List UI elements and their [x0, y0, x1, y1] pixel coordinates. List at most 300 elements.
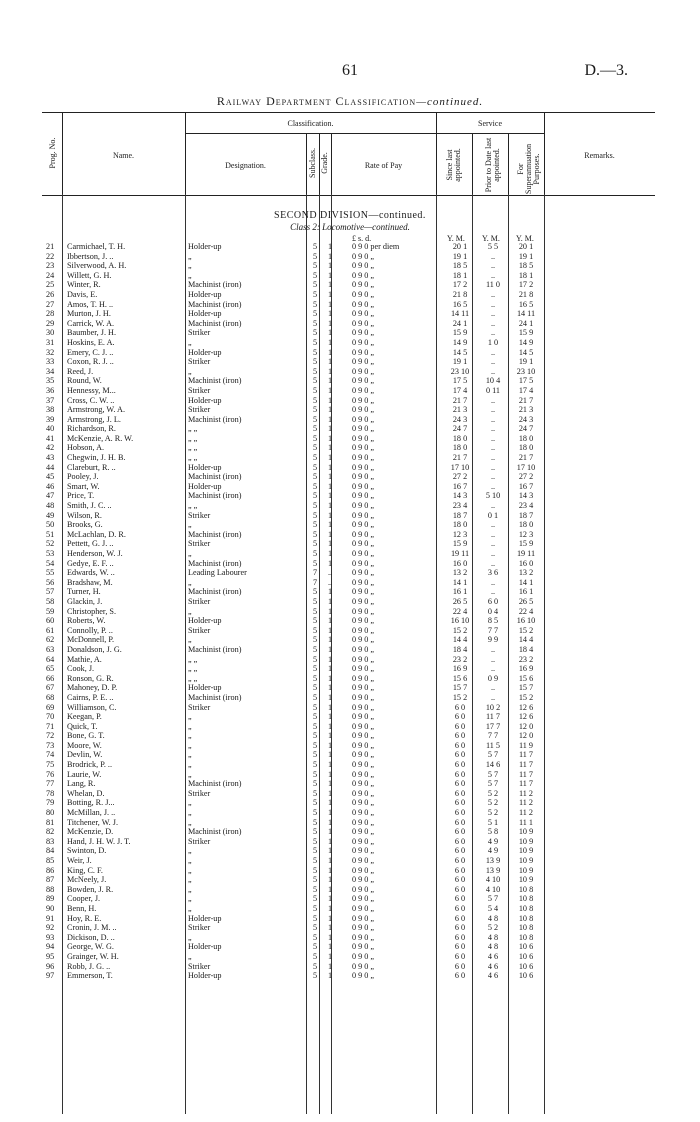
cell-sl: 6 0: [454, 884, 466, 894]
cell-sl: 14 1: [452, 577, 468, 587]
cell-rate: 0 9 0 „: [352, 750, 375, 760]
table-row: [0, 453, 700, 463]
cell-sup: 18 1: [518, 270, 534, 280]
cell-name: Swinton, D.: [67, 846, 107, 856]
table-row: [0, 827, 700, 837]
table-row: [0, 789, 700, 799]
cell-rate: 0 9 0 „: [352, 328, 375, 338]
cell-name: Hobson, A.: [67, 443, 105, 453]
cell-des: Machinist (iron): [188, 558, 242, 568]
cell-sl: 16 7: [452, 481, 468, 491]
table-row: [0, 472, 700, 482]
table-row: [0, 904, 700, 914]
service-header: Service: [478, 119, 502, 128]
cell-sup: 19 11: [516, 549, 536, 558]
cell-rate: 0 9 0 „: [352, 616, 375, 626]
cell-rate: 0 9 0 „: [352, 788, 375, 798]
money-units: £ s. d.: [352, 234, 372, 243]
cell-sl: 14 5: [452, 347, 468, 357]
cell-no: 26: [46, 289, 55, 299]
cell-rate: 0 9 0 „: [352, 568, 375, 578]
cell-gr: 1: [327, 721, 333, 731]
cell-des: Machinist (iron): [188, 779, 242, 789]
cell-sl: 6 0: [454, 788, 466, 798]
title-suffix: —continued.: [416, 96, 484, 108]
cell-sup: 17 10: [516, 462, 536, 472]
cell-sub: 5: [312, 673, 318, 683]
cell-des: „: [188, 261, 192, 271]
cell-no: 63: [46, 644, 55, 654]
cell-des: „ „: [188, 501, 198, 511]
cell-no: 42: [46, 443, 55, 453]
cell-name: Bone, G. T.: [67, 731, 105, 741]
cell-gr: 1: [327, 827, 333, 837]
cell-sub: 5: [312, 827, 318, 837]
cell-sup: 10 8: [518, 932, 534, 942]
cell-pr: 5 8: [487, 827, 499, 837]
cell-pr: 4 8: [487, 913, 499, 923]
table-row: [0, 856, 700, 866]
cell-pr: ..: [490, 577, 496, 587]
cell-name: Round, W.: [67, 376, 102, 386]
cell-sub: 5: [312, 750, 318, 760]
cell-des: „: [188, 337, 192, 347]
cell-sub: 5: [312, 366, 318, 376]
cell-gr: 1: [327, 376, 333, 386]
cell-pr: ..: [490, 261, 496, 271]
cell-sup: 11 7: [518, 779, 534, 789]
cell-pr: 10 2: [485, 702, 501, 712]
cell-sl: 6 0: [454, 971, 466, 981]
cell-des: „: [188, 856, 192, 865]
cell-name: Chegwin, J. H. B.: [67, 453, 126, 463]
cell-sub: 5: [312, 433, 318, 443]
cell-gr: 1: [327, 635, 333, 645]
cell-pr: 4 9: [487, 836, 499, 846]
cell-des: „ „: [188, 654, 198, 664]
cell-rate: 0 9 0 „: [352, 856, 375, 865]
cell-sub: 5: [312, 424, 318, 434]
cell-sub: 5: [312, 884, 318, 894]
cell-des: Machinist (iron): [188, 587, 242, 597]
cell-gr: 1: [327, 769, 333, 779]
cell-no: 24: [46, 270, 55, 280]
cell-des: „ „: [188, 433, 198, 443]
table-body: [0, 242, 700, 981]
table-row: [0, 357, 700, 367]
cell-pr: 5 7: [487, 894, 499, 904]
cell-rate: 0 9 0 „: [352, 376, 375, 386]
cell-des: „: [188, 270, 192, 280]
cell-pr: ..: [490, 357, 496, 367]
cell-pr: ..: [490, 520, 496, 530]
cell-sup: 18 4: [518, 644, 534, 654]
table-row: [0, 520, 700, 530]
cell-no: 71: [46, 721, 55, 731]
cell-sub: 5: [312, 894, 318, 904]
cell-sup: 14 5: [518, 347, 534, 357]
cell-no: 91: [46, 913, 55, 923]
cell-des: Machinist (iron): [188, 491, 242, 501]
cell-rate: 0 9 0 „: [352, 558, 375, 568]
cell-gr: 1: [327, 731, 333, 741]
cell-sup: 15 6: [518, 673, 534, 683]
cell-name: Glackin, J.: [67, 596, 103, 606]
cell-name: Gedye, E. F. ..: [67, 558, 114, 568]
cell-name: Cross, C. W. ..: [67, 395, 115, 405]
cell-name: Winter, R.: [67, 280, 101, 290]
cell-des: „: [188, 903, 192, 913]
cell-sl: 15 7: [452, 683, 468, 693]
cell-gr: 1: [327, 951, 333, 961]
cell-pr: ..: [490, 654, 496, 664]
table-row: [0, 290, 700, 300]
cell-rate: 0 9 0 „: [352, 587, 375, 597]
cell-no: 88: [46, 884, 55, 894]
name-header: Name.: [112, 151, 135, 160]
cell-sup: 23 4: [518, 501, 534, 511]
cell-pr: 13 9: [485, 865, 501, 875]
cell-gr: 1: [327, 702, 333, 712]
cell-gr: 1: [327, 712, 333, 722]
cell-rate: 0 9 0 „: [352, 347, 375, 357]
cell-des: Machinist (iron): [188, 472, 242, 482]
table-row: [0, 607, 700, 617]
cell-gr: 1: [327, 961, 333, 971]
cell-sup: 10 6: [518, 971, 534, 981]
cell-pr: ..: [490, 289, 496, 299]
cell-no: 31: [46, 337, 55, 347]
cell-rate: 0 9 0 „: [352, 520, 375, 530]
cell-sup: 16 7: [518, 481, 534, 491]
cell-sub: 5: [312, 587, 318, 597]
cell-no: 59: [46, 606, 55, 616]
cell-sup: 17 5: [518, 376, 534, 386]
table-row: [0, 808, 700, 818]
cell-sup: 20 1: [518, 242, 534, 251]
cell-pr: 5 2: [487, 798, 499, 808]
cell-no: 43: [46, 453, 55, 463]
cell-sub: 5: [312, 251, 318, 261]
cell-sub: 5: [312, 712, 318, 722]
cell-name: Hoy, R. E.: [67, 913, 102, 923]
cell-des: Striker: [188, 702, 211, 712]
cell-sup: 11 2: [518, 808, 534, 818]
cell-sl: 16 0: [452, 558, 468, 568]
cell-sl: 6 0: [454, 769, 466, 779]
cell-sup: 10 6: [518, 942, 534, 952]
cell-no: 58: [46, 596, 55, 606]
cell-sub: 5: [312, 472, 318, 482]
cell-gr: 1: [327, 309, 333, 319]
cell-sup: 16 10: [516, 616, 536, 626]
cell-no: 66: [46, 673, 55, 683]
cell-des: Striker: [188, 510, 211, 520]
cell-gr: 1: [327, 894, 333, 904]
cell-sup: 14 11: [516, 309, 536, 319]
cell-gr: 1: [327, 664, 333, 674]
cell-pr: 14 6: [485, 760, 501, 770]
cell-sub: 5: [312, 549, 318, 558]
cell-name: Mahoney, D. P.: [67, 683, 118, 693]
designation-header: Designation.: [225, 161, 266, 170]
cell-pr: ..: [490, 587, 496, 597]
cell-des: Leading Labourer: [188, 568, 247, 578]
cell-no: 23: [46, 261, 55, 271]
cell-rate: 0 9 0 „: [352, 433, 375, 443]
cell-pr: 0 9: [487, 673, 499, 683]
table-row: [0, 875, 700, 885]
cell-sub: 5: [312, 625, 318, 635]
cell-des: „: [188, 606, 192, 616]
cell-sup: 10 8: [518, 903, 534, 913]
cell-sub: 5: [312, 501, 318, 511]
cell-gr: 1: [327, 433, 333, 443]
cell-sup: 18 5: [518, 261, 534, 271]
cell-sl: 16 1: [452, 587, 468, 597]
cell-sub: 5: [312, 616, 318, 626]
cell-name: Roberts, W.: [67, 616, 106, 626]
cell-sl: 6 0: [454, 721, 466, 731]
cell-sl: 6 0: [454, 942, 466, 952]
cell-pr: 10 4: [485, 376, 501, 386]
cell-no: 72: [46, 731, 55, 741]
cell-sub: 5: [312, 481, 318, 491]
page-number: 61: [342, 62, 358, 79]
table-row: [0, 818, 700, 828]
table-row: [0, 367, 700, 377]
cell-no: 54: [46, 558, 55, 568]
remarks-header: Remarks.: [584, 151, 615, 160]
cell-rate: 0 9 0 „: [352, 596, 375, 606]
cell-sub: 7: [312, 577, 318, 587]
cell-sub: 5: [312, 414, 318, 424]
cell-des: Machinist (iron): [188, 299, 242, 309]
cell-sup: 10 9: [518, 865, 534, 875]
cell-sub: 5: [312, 443, 318, 453]
cell-sub: 5: [312, 289, 318, 299]
cell-sl: 16 5: [452, 299, 468, 309]
cell-gr: 1: [327, 942, 333, 952]
cell-sup: 16 0: [518, 558, 534, 568]
cell-rate: 0 9 0 „: [352, 740, 375, 750]
cell-no: 83: [46, 836, 55, 846]
cell-no: 94: [46, 942, 55, 952]
cell-sup: 11 2: [518, 788, 534, 798]
cell-sup: 18 0: [518, 433, 534, 443]
cell-name: Cook, J.: [67, 664, 95, 674]
cell-rate: 0 9 0 „: [352, 846, 375, 856]
cell-rate: 0 9 0 „: [352, 683, 375, 693]
cell-name: Grainger, W. H.: [67, 951, 119, 961]
table-row: [0, 271, 700, 281]
cell-sl: 6 0: [454, 712, 466, 722]
cell-sup: 10 8: [518, 923, 534, 933]
cell-sup: 14 3: [518, 491, 534, 501]
cell-name: McKenzie, A. R. W.: [67, 433, 134, 443]
cell-des: „: [188, 884, 192, 894]
cell-no: 92: [46, 923, 55, 933]
cell-sup: 24 1: [518, 318, 534, 328]
cell-name: Edwards, W. ..: [67, 568, 115, 578]
cell-sup: 15 9: [518, 328, 534, 338]
cell-name: Keegan, P.: [67, 712, 102, 722]
cell-name: McKenzie, D.: [67, 827, 114, 837]
cell-sup: 10 6: [518, 961, 534, 971]
cell-gr: 1: [327, 808, 333, 818]
cell-sup: 23 2: [518, 654, 534, 664]
cell-gr: 1: [327, 395, 333, 405]
cell-des: „: [188, 366, 192, 376]
cell-rate: 0 9 0 „: [352, 769, 375, 779]
cell-pr: ..: [490, 453, 496, 463]
cell-sl: 24 1: [452, 318, 468, 328]
cell-name: Quick, T.: [67, 721, 98, 731]
cell-sub: 5: [312, 951, 318, 961]
cell-pr: 4 8: [487, 932, 499, 942]
cell-gr: 1: [327, 836, 333, 846]
table-row: [0, 348, 700, 358]
cell-sub: 7: [312, 568, 318, 578]
cell-rate: 0 9 0 „: [352, 635, 375, 645]
cell-sl: 14 9: [452, 337, 468, 347]
cell-gr: 1: [327, 865, 333, 875]
cell-no: 75: [46, 760, 55, 770]
table-row: [0, 683, 700, 693]
cell-sub: 5: [312, 529, 318, 539]
cell-rate: 0 9 0 „: [352, 827, 375, 837]
cell-rate: 0 9 0 „: [352, 971, 375, 981]
cell-rate: 0 9 0 „: [352, 654, 375, 664]
cell-sl: 18 5: [452, 261, 468, 271]
cell-name: McLachlan, D. R.: [67, 529, 126, 539]
cell-sub: 5: [312, 846, 318, 856]
cell-name: Turner, H.: [67, 587, 101, 597]
table-row: [0, 731, 700, 741]
cell-gr: 1: [327, 558, 333, 568]
cell-des: Holder-up: [188, 289, 222, 299]
table-header: [42, 112, 655, 196]
cell-gr: 1: [327, 596, 333, 606]
cell-sub: 5: [312, 932, 318, 942]
cell-sub: 5: [312, 664, 318, 674]
cell-sup: 26 5: [518, 596, 534, 606]
cell-rate: 0 9 0 „: [352, 510, 375, 520]
cell-pr: 0 11: [485, 385, 501, 395]
cell-sup: 17 2: [518, 280, 534, 290]
cell-sl: 6 0: [454, 740, 466, 750]
cell-sub: 5: [312, 395, 318, 405]
title-main: Railway Department Classification: [216, 94, 417, 108]
table-row: [0, 712, 700, 722]
cell-name: Pooley, J.: [67, 472, 99, 482]
cell-sub: 5: [312, 405, 318, 415]
cell-des: Machinist (iron): [188, 280, 242, 290]
cell-des: Striker: [188, 836, 211, 846]
cell-des: „: [188, 251, 192, 261]
cell-sl: 21 7: [452, 395, 468, 405]
cell-rate: 0 9 0 „: [352, 942, 375, 952]
cell-rate: 0 9 0 „: [352, 779, 375, 789]
cell-name: Emmerson, T.: [67, 971, 113, 981]
table-row: [0, 501, 700, 511]
table-row: [0, 463, 700, 473]
cell-no: 70: [46, 712, 55, 722]
cell-gr: 1: [327, 625, 333, 635]
cell-pr: ..: [490, 318, 496, 328]
cell-rate: 0 9 0 „: [352, 673, 375, 683]
table-row: [0, 587, 700, 597]
cell-sup: 21 8: [518, 289, 534, 299]
cell-sl: 17 2: [452, 280, 468, 290]
cell-rate: 0 9 0 „: [352, 664, 375, 674]
cell-sup: 10 8: [518, 884, 534, 894]
cell-sl: 18 1: [452, 270, 468, 280]
cell-sl: 6 0: [454, 951, 466, 961]
cell-pr: 11 7: [485, 712, 501, 722]
cell-pr: 17 7: [485, 721, 501, 731]
cell-no: 68: [46, 692, 55, 702]
cell-no: 76: [46, 769, 55, 779]
cell-rate: 0 9 0 „: [352, 721, 375, 731]
cell-sub: 5: [312, 328, 318, 338]
cell-no: 87: [46, 875, 55, 885]
cell-des: Holder-up: [188, 481, 222, 491]
table-row: [0, 405, 700, 415]
cell-gr: 1: [327, 913, 333, 923]
cell-sup: 12 0: [518, 731, 534, 741]
cell-pr: ..: [490, 644, 496, 654]
cell-name: Mathie, A.: [67, 654, 102, 664]
cell-rate: 0 9 0 „: [352, 337, 375, 347]
cell-sl: 23 10: [450, 366, 470, 376]
table-row: [0, 376, 700, 386]
cell-sl: 17 10: [450, 462, 470, 472]
cell-name: Weir, J.: [67, 856, 92, 865]
cell-sub: 5: [312, 865, 318, 875]
cell-pr: ..: [490, 462, 496, 472]
cell-name: Ibbertson, J. ..: [67, 251, 114, 261]
cell-sup: 23 10: [516, 366, 536, 376]
cell-sl: 23 4: [452, 501, 468, 511]
table-row: [0, 396, 700, 406]
cell-gr: 1: [327, 923, 333, 933]
cell-sup: 12 6: [518, 702, 534, 712]
cell-sl: 15 2: [452, 692, 468, 702]
cell-no: 28: [46, 309, 55, 319]
cell-pr: 7 7: [487, 731, 499, 741]
cell-sub: 5: [312, 692, 318, 702]
cell-name: McDonnell, P.: [67, 635, 115, 645]
cell-rate: 0 9 0 „: [352, 529, 375, 539]
cell-pr: ..: [490, 328, 496, 338]
cell-gr: 1: [327, 760, 333, 770]
cell-des: „: [188, 875, 192, 885]
cell-rate: 0 9 0 „: [352, 951, 375, 961]
cell-rate: 0 9 0 „: [352, 318, 375, 328]
table-row: [0, 942, 700, 952]
cell-rate: 0 9 0 „: [352, 261, 375, 271]
table-row: [0, 338, 700, 348]
cell-sup: 15 9: [518, 539, 534, 549]
cell-name: Laurie, W.: [67, 769, 102, 779]
rate-of-pay-header: Rate of Pay: [364, 161, 403, 170]
table-row: [0, 914, 700, 924]
cell-sub: 5: [312, 376, 318, 386]
cell-sup: 12 6: [518, 712, 534, 722]
document-reference: D.—3.: [584, 62, 628, 79]
cell-sl: 21 8: [452, 289, 468, 299]
